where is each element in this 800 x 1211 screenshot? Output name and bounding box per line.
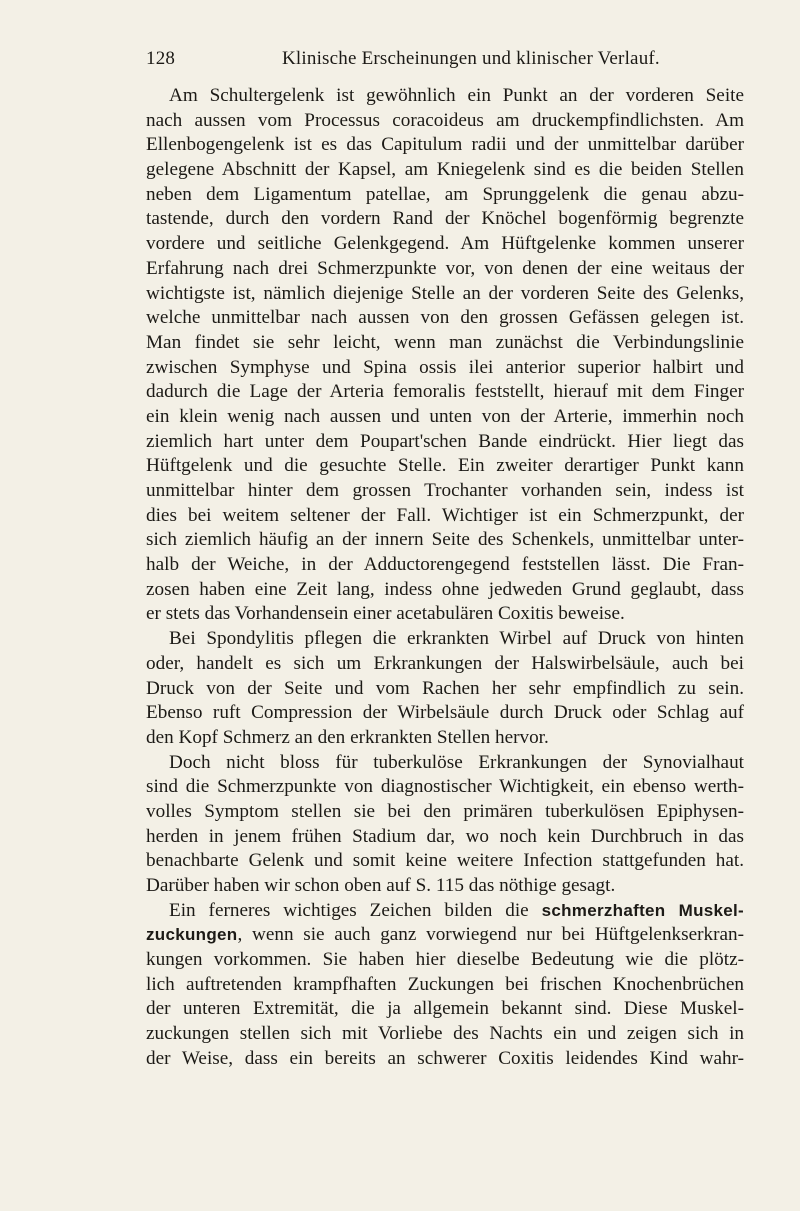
paragraph-shoulder-joint	[146, 84, 744, 627]
paragraph-spondylitis	[146, 627, 744, 750]
page-number: 128	[146, 48, 176, 69]
text-line: welche unmittelbar nach aussen von den grossen Gefässen gelegen ist.	[146, 307, 744, 329]
text-line: der Weise, dass ein bereits an schwerer Coxitis leidendes Kind wahr-	[146, 1047, 744, 1069]
emphasized-term: schmerzhaften Muskel-	[541, 900, 744, 920]
text-line: Am Schultergelenk ist gewöhnlich ein Punkt an der vorderen Seite	[169, 85, 744, 106]
paragraph-synovial	[146, 751, 744, 899]
emphasized-term: zuckungen	[146, 925, 238, 945]
text-line: der unteren Extremität, die ja allgemein bekannt sind. Diese Muskel-	[146, 998, 744, 1020]
text-line: zosen haben eine Zeit lang, indess ohne jedweden Grund geglaubt, dass	[146, 578, 744, 600]
text-line: Hüftgelenk und die gesuchte Stelle. Ein zweiter derartiger Punkt kann	[146, 455, 744, 477]
text-line: Bei Spondylitis pflegen die erkrankten Wirbel auf Druck von hinten	[169, 628, 744, 650]
text-line: sind die Schmerzpunkte von diagnostischer Wichtigkeit, ein ebenso werth-	[146, 776, 744, 798]
text-line: neben dem Ligamentum patellae, am Sprunggelenk die genau abzu-	[146, 183, 744, 205]
text-line: herden in jenem frühen Stadium dar, wo noch kein Durchbruch in das	[146, 825, 744, 847]
text-line: volles Symptom stellen sie bei den primären tuberkulösen Epiphysen-	[146, 800, 744, 822]
running-title: Klinische Erscheinungen und klinischer Verlauf.	[282, 48, 660, 69]
text-line: wichtigste ist, nämlich diejenige Stelle an der vorderen Seite des Gelenks,	[146, 282, 744, 304]
text-line: Erfahrung nach drei Schmerzpunkte vor, von denen der eine weitaus der	[146, 257, 744, 279]
text-line: halb der Weiche, in der Adductorengegend feststellen lässt. Die Fran-	[146, 554, 744, 576]
text-line: er stets das Vorhandensein einer acetabulären Coxitis beweise.	[146, 603, 625, 625]
text-line: vordere und seitliche Gelenkgegend. Am Hüftgelenke kommen unserer	[146, 233, 744, 255]
body-text	[146, 84, 744, 1072]
text-line: Doch nicht bloss für tuberkulöse Erkrankungen der Synovialhaut	[169, 751, 744, 773]
text-line: ziemlich hart unter dem Poupart'schen Bande eindrückt. Hier liegt das	[146, 430, 744, 452]
text-line: Ebenso ruft Compression der Wirbelsäule durch Druck oder Schlag auf	[146, 702, 744, 724]
text-line: dadurch die Lage der Arteria femoralis feststellt, hierauf mit dem Finger	[146, 381, 744, 403]
paragraph-muscle-spasms	[146, 899, 744, 1072]
text-line: kungen vorkommen. Sie haben hier dieselbe Bedeutung wie die plötz-	[146, 949, 744, 971]
text-segment: , wenn sie auch ganz vorwiegend nur bei Hüftgelenkserkran-	[237, 924, 744, 946]
text-line: den Kopf Schmerz an den erkrankten Stellen hervor.	[146, 726, 549, 748]
text-line: gelegene Abschnitt der Kapsel, am Kniegelenk sind es die beiden Stellen	[146, 159, 744, 181]
text-segment: Ein ferneres wichtiges Zeichen bilden die	[169, 899, 542, 921]
text-line: ein klein wenig nach aussen und unten von der Arterie, immerhin noch	[146, 405, 744, 427]
text-line: Man findet sie sehr leicht, wenn man zunächst die Verbindungslinie	[146, 331, 744, 353]
text-line: sich ziemlich häufig an der innern Seite des Schenkels, unmittelbar unter-	[146, 529, 744, 551]
text-line: zwischen Symphyse und Spina ossis ilei anterior superior halbirt und	[146, 356, 744, 378]
text-line: oder, handelt es sich um Erkrankungen der Halswirbelsäule, auch bei	[146, 652, 744, 674]
text-line: Druck von der Seite und vom Rachen her sehr empfindlich zu sein.	[146, 677, 744, 699]
text-line	[146, 899, 744, 924]
text-line	[146, 923, 744, 948]
text-line: nach aussen vom Processus coracoideus am druckempfindlichsten. Am	[146, 109, 744, 131]
text-line: zuckungen stellen sich mit Vorliebe des Nachts ein und zeigen sich in	[146, 1023, 744, 1045]
running-head	[146, 48, 744, 78]
text-line: lich auftretenden krampfhaften Zuckungen bei frischen Knochenbrüchen	[146, 973, 744, 995]
text-line: tastende, durch den vordern Rand der Knöchel bogenförmig begrenzte	[146, 208, 744, 230]
text-line: benachbarte Gelenk und somit keine weitere Infection stattgefunden hat.	[146, 850, 744, 872]
text-line: Ellenbogengelenk ist es das Capitulum radii und der unmittelbar darüber	[146, 134, 744, 156]
text-line: dies bei weitem seltener der Fall. Wichtiger ist ein Schmerzpunkt, der	[146, 504, 744, 526]
text-line: Darüber haben wir schon oben auf S. 115 das nöthige gesagt.	[146, 875, 616, 896]
text-line: unmittelbar hinter dem grossen Trochanter vorhanden sein, indess ist	[146, 480, 744, 501]
